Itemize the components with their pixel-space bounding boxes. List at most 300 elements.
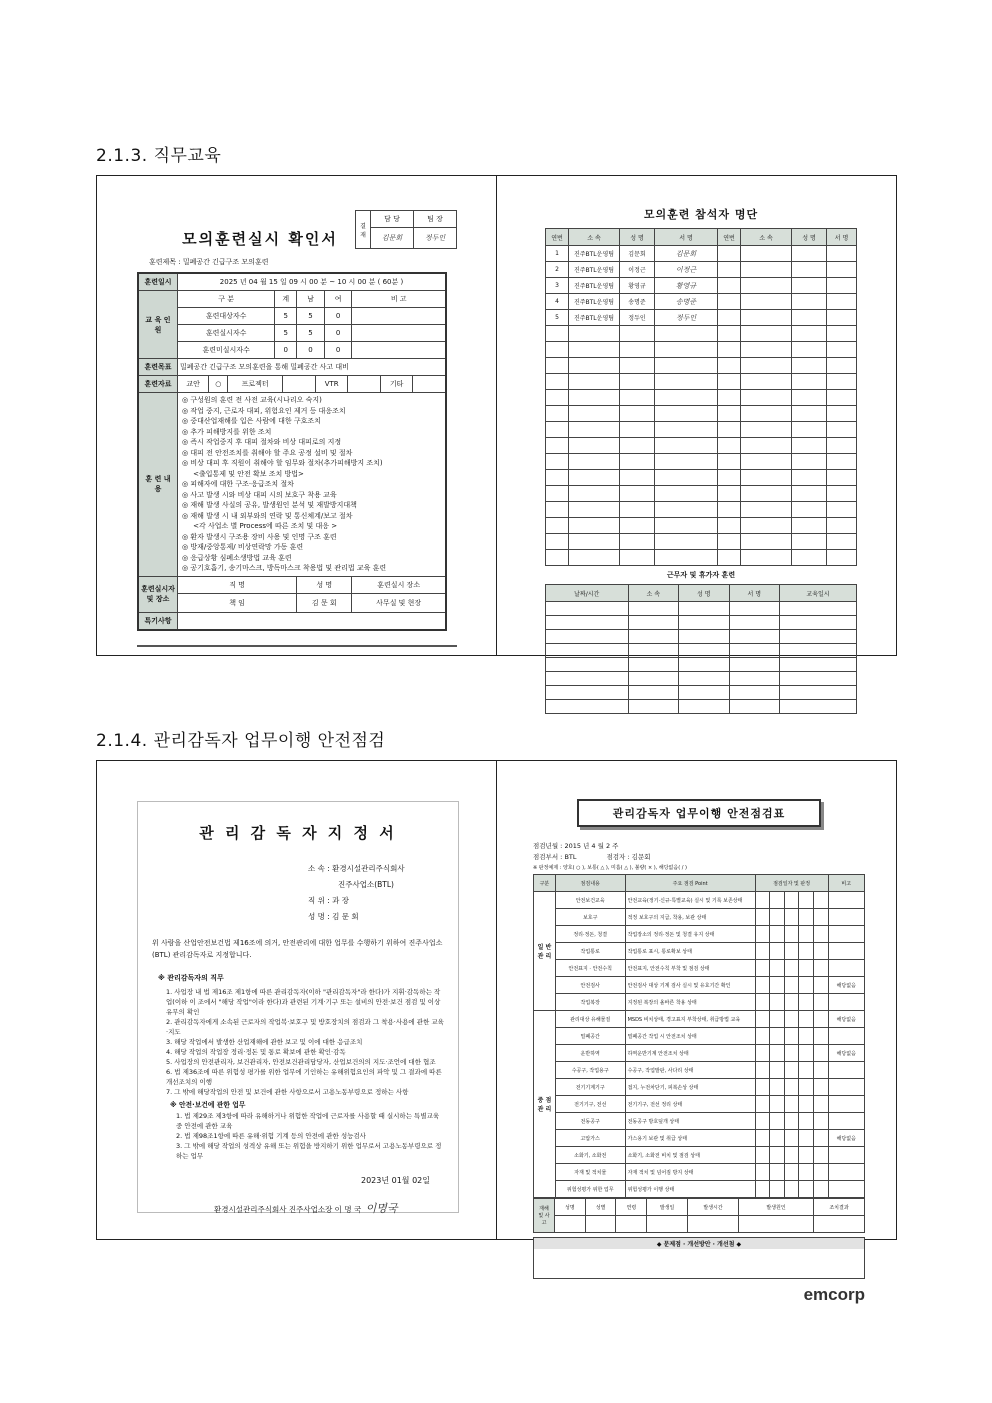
check-header: 점검일자 및 판정	[755, 875, 828, 892]
people-cell: 5	[297, 325, 325, 342]
attendance-row	[546, 550, 857, 566]
people-cell	[352, 308, 446, 325]
check-mark-cell	[799, 960, 814, 977]
substitute-cell	[546, 644, 629, 658]
check-remark	[828, 909, 865, 926]
check-item-name: 수공구, 작업용구	[555, 1062, 625, 1079]
content-item: ◎ 피해자에 대한 구조·응급조치 절차	[182, 480, 294, 488]
check-mark-cell	[813, 926, 828, 943]
substitute-cell	[628, 658, 679, 672]
sub-header: 교육일시	[780, 585, 857, 602]
drill-subject	[149, 257, 467, 267]
attendance-cell	[827, 310, 857, 326]
attendance-cell	[792, 358, 827, 374]
substitute-cell	[679, 644, 730, 658]
check-mark-cell	[755, 1181, 770, 1198]
attendance-cell	[546, 358, 569, 374]
attendance-cell	[827, 358, 857, 374]
duty-item: 6. 법 제36조에 따른 위험성 평가를 위한 업무에 기인하는 유해위험요인의 파악 및 그 결과에 따른 개선조치의 이행	[166, 1068, 442, 1086]
duty-item: 2. 관리감독자에게 소속된 근로자의 작업복·보호구 및 방호장치의 점검과 그 착용·사용에 관한 교육·지도	[166, 1018, 444, 1036]
check-remark	[828, 892, 865, 909]
attendance-cell	[655, 326, 718, 342]
attendance-cell	[718, 438, 741, 454]
material-cell: VTR	[316, 376, 348, 392]
substitute-table	[545, 584, 857, 714]
attendance-cell	[792, 438, 827, 454]
attendance-cell: 송명준	[620, 294, 655, 310]
attendance-cell	[718, 326, 741, 342]
check-row	[534, 1164, 865, 1181]
check-remark	[828, 943, 865, 960]
check-checker: 점검자 : 김문회	[606, 853, 651, 861]
attendance-cell	[741, 294, 792, 310]
duty-item: 1. 사업장 내 법 제16조 제1항에 따른 관리감독자(이하 "관리감독자"라 한다)가 지휘·감독하는 작업(이하 이 조에서 "해당 작업"이라 한다)과 관련된 기계·기구 또는 설비의 안전·보건 점검 및 이상 유무의 확인	[166, 988, 441, 1016]
content-item: <각 사업소 별 Process에 따른 조치 및 대응 >	[182, 522, 338, 530]
attendance-row	[546, 534, 857, 550]
approval-side-label: 결 재	[356, 211, 371, 249]
attendance-cell	[827, 534, 857, 550]
attendance-cell	[620, 374, 655, 390]
check-row	[534, 977, 865, 994]
attendance-cell	[569, 406, 620, 422]
attendance-sheet	[497, 176, 896, 655]
attendance-cell	[569, 534, 620, 550]
content-item: ◎ 공기호흡기, 송기마스크, 방독마스크 착용법 및 관리법 교육 훈련	[182, 564, 387, 572]
attendance-cell	[655, 502, 718, 518]
attendance-cell: 이정근	[655, 262, 718, 278]
appointment-signer-line	[214, 1200, 458, 1216]
check-remark	[828, 1096, 865, 1113]
check-item-point: 수공구, 작업발판, 사다리 상태	[625, 1062, 755, 1079]
people-cell: 훈련실시자수	[178, 325, 275, 342]
check-mark-cell	[755, 1011, 770, 1028]
people-header: 남	[297, 291, 325, 308]
check-header: 구분	[534, 875, 556, 892]
attendance-cell	[741, 358, 792, 374]
attendance-cell	[827, 502, 857, 518]
check-row	[534, 1079, 865, 1096]
substitute-cell	[729, 686, 780, 700]
attendance-row	[546, 342, 857, 358]
substitute-cell	[780, 672, 857, 686]
check-mark-cell	[799, 892, 814, 909]
attendance-cell	[546, 470, 569, 486]
content-item: ◎ 응급상황 심폐소생방법 교육 훈련	[182, 553, 292, 562]
people-cell: 훈련미실시자수	[178, 342, 275, 359]
check-row	[534, 1096, 865, 1113]
check-mark-cell	[784, 994, 799, 1011]
substitute-cell	[729, 672, 780, 686]
approval-signature-1: 김문회	[371, 228, 414, 249]
substitute-cell	[729, 616, 780, 630]
attendance-cell	[569, 486, 620, 502]
attendance-row	[546, 358, 857, 374]
check-item-point: 작업장소의 정리·정돈 및 청결 유지 상태	[625, 926, 755, 943]
check-mark-cell	[770, 892, 785, 909]
attendance-row	[546, 246, 857, 262]
attendance-cell	[792, 534, 827, 550]
attendance-cell	[741, 262, 792, 278]
attendance-cell	[569, 470, 620, 486]
footer-rule	[137, 645, 457, 647]
checklist-title: 관리감독자 업무이행 안전점검표	[577, 799, 821, 827]
check-item-point: 접지, 누전차단기, 피복손상 상태	[625, 1079, 755, 1096]
check-mark-cell	[755, 1096, 770, 1113]
check-item-name: 자재 및 적치물	[555, 1164, 625, 1181]
attendance-cell	[718, 470, 741, 486]
attendance-cell	[546, 534, 569, 550]
inspection-document-frame	[96, 760, 897, 1304]
attendance-cell	[655, 518, 718, 534]
attendance-cell	[741, 374, 792, 390]
check-mark-cell	[799, 977, 814, 994]
check-mark-cell	[784, 909, 799, 926]
check-remark: 해당없음	[828, 977, 865, 994]
place-cell: 책 임	[178, 593, 297, 612]
people-cell: 훈련대상자수	[178, 308, 275, 325]
substitute-cell	[780, 686, 857, 700]
appointee-org: 소 속 : 환경시설관리주식회사	[308, 864, 405, 873]
check-date: 점검년월 : 2015 년 4 월 2 주	[533, 842, 619, 850]
substitute-cell	[780, 658, 857, 672]
content-item: ◎ 작업 중지, 근로자 대피, 위험요인 제거 등 대응조치	[182, 406, 346, 415]
substitute-cell	[780, 602, 857, 616]
approval-signature-2: 정두인	[414, 228, 457, 249]
substitute-row	[546, 686, 857, 700]
attendance-cell	[827, 550, 857, 566]
people-header: 구 분	[178, 291, 275, 308]
check-mark-cell	[813, 892, 828, 909]
attendance-row	[546, 422, 857, 438]
attendance-cell	[546, 550, 569, 566]
attendance-cell	[569, 438, 620, 454]
check-remark: 해당없음	[828, 1045, 865, 1062]
people-cell: 0	[324, 325, 352, 342]
check-remark	[828, 960, 865, 977]
attendance-cell	[741, 390, 792, 406]
attendance-cell: 5	[546, 310, 569, 326]
attendance-cell	[655, 374, 718, 390]
check-mark-cell	[799, 1130, 814, 1147]
attendance-title: 모의훈련 참석자 명단	[643, 208, 759, 221]
check-remark: 해당없음	[828, 1130, 865, 1147]
check-mark-cell	[813, 1164, 828, 1181]
check-item-name: 전동공구	[555, 1113, 625, 1130]
place-header: 성 명	[297, 576, 352, 593]
material-label: 훈련자료	[138, 376, 178, 393]
accident-header: 발생일	[647, 1199, 688, 1216]
people-cell: 0	[275, 342, 297, 359]
attendance-cell	[718, 422, 741, 438]
attendance-row	[546, 518, 857, 534]
people-header: 여	[324, 291, 352, 308]
attendance-cell: 정두인	[655, 310, 718, 326]
check-item-name: 정리·정돈, 청결	[555, 926, 625, 943]
substitute-cell	[546, 700, 629, 714]
substitute-cell	[628, 602, 679, 616]
check-row	[534, 1028, 865, 1045]
attendance-cell	[827, 326, 857, 342]
check-item-point: 전동공구 방호덮개 상태	[625, 1113, 755, 1130]
people-cell: 0	[324, 342, 352, 359]
check-item-name: 고압가스	[555, 1130, 625, 1147]
substitute-cell	[679, 700, 730, 714]
attendance-cell	[741, 518, 792, 534]
check-row	[534, 1062, 865, 1079]
attendance-row	[546, 278, 857, 294]
attendance-cell	[655, 422, 718, 438]
sub-header: 날짜/시간	[546, 585, 629, 602]
safety-duty-item: 1. 법 제29조 제3항에 따라 유해하거나 위험한 작업에 근로자를 사용할 때 실시하는 특별교육 중 안전에 관한 교육	[176, 1112, 440, 1130]
check-mark-cell	[770, 926, 785, 943]
check-mark-cell	[770, 1028, 785, 1045]
check-mark-cell	[784, 1062, 799, 1079]
check-mark-cell	[813, 1181, 828, 1198]
attendance-cell	[620, 486, 655, 502]
attendance-cell	[718, 278, 741, 294]
attendance-cell	[718, 310, 741, 326]
check-row	[534, 1181, 865, 1198]
check-remark	[828, 1181, 865, 1198]
sub-title: 근무자 및 휴가자 훈련	[666, 571, 736, 579]
attendance-cell	[546, 406, 569, 422]
attendance-cell	[792, 406, 827, 422]
content-item: ◎ 중대산업재해를 입은 사람에 대한 구호조치	[182, 417, 321, 425]
attendance-cell	[620, 422, 655, 438]
substitute-cell	[729, 658, 780, 672]
attendance-header: 성 명	[792, 229, 827, 246]
safety-duties-heading: ※ 안전·보건에 관한 업무	[170, 1101, 246, 1109]
attendance-cell	[792, 422, 827, 438]
check-item-point: 전기기구, 전선 정리 상태	[625, 1096, 755, 1113]
check-mark-cell	[799, 1096, 814, 1113]
substitute-cell	[628, 686, 679, 700]
check-mark-cell	[799, 1079, 814, 1096]
substitute-row	[546, 616, 857, 630]
check-mark-cell	[784, 926, 799, 943]
substitute-cell	[679, 672, 730, 686]
substitute-cell	[679, 616, 730, 630]
attendance-cell: 진주BTL운영팀	[569, 278, 620, 294]
content-item: ◎ 방재/중앙통제/ 비상연락망 가동 훈련	[182, 543, 304, 551]
check-item-name: 위험성평가 위한 업무	[555, 1181, 625, 1198]
attendance-cell	[569, 358, 620, 374]
attendance-header: 소 속	[569, 229, 620, 246]
check-mark-cell	[770, 1079, 785, 1096]
attendance-cell	[718, 374, 741, 390]
people-header: 계	[275, 291, 297, 308]
check-remark	[828, 1062, 865, 1079]
issues-title: ◆ 문제점 · 개선방안 · 개선첨 ◆	[534, 1238, 864, 1249]
attendance-row	[546, 374, 857, 390]
attendance-cell	[655, 438, 718, 454]
substitute-cell	[628, 630, 679, 644]
check-mark-cell	[770, 1164, 785, 1181]
content-list	[178, 393, 447, 577]
attendance-cell	[718, 406, 741, 422]
place-header: 훈련실시 장소	[352, 576, 446, 593]
special-value	[178, 612, 447, 630]
attendance-cell	[792, 278, 827, 294]
people-cell: 5	[275, 325, 297, 342]
section-heading-training: 2.1.3. 직무교육	[96, 146, 222, 166]
check-mark-cell	[813, 943, 828, 960]
duty-item: 7. 그 밖에 해당작업의 안전 및 보건에 관한 사항으로서 고용노동부령으로 정하는 사항	[166, 1088, 409, 1096]
check-mark-cell	[784, 1113, 799, 1130]
check-legend: ※ 판정예제 : 양호( ○ ), 보통( △ ), 미흡( △ ), 불량( × ), 해당없음( / )	[533, 865, 687, 871]
substitute-cell	[628, 616, 679, 630]
check-item-point: 자재 적치 및 넘어짐 방지 상태	[625, 1164, 755, 1181]
check-item-point: 작업통로 표시, 통로확보 상태	[625, 943, 755, 960]
inspection-checklist	[497, 761, 896, 1304]
check-item-name: 작업복장	[555, 994, 625, 1011]
attendance-cell	[741, 438, 792, 454]
attendance-cell	[827, 342, 857, 358]
people-label: 교 육 인 원	[138, 291, 178, 359]
check-row	[534, 909, 865, 926]
substitute-cell	[679, 630, 730, 644]
check-item-point: 소화기, 소화전 비치 및 점검 상태	[625, 1147, 755, 1164]
check-mark-cell	[770, 1062, 785, 1079]
attendance-cell	[546, 342, 569, 358]
attendance-header: 서 명	[655, 229, 718, 246]
check-mark-cell	[755, 909, 770, 926]
check-mark-cell	[755, 994, 770, 1011]
check-mark-cell	[784, 1147, 799, 1164]
safety-duty-item: 2. 법 제98조1항에 따른 유해·위험 기계 등의 안전에 관한 성능검사	[176, 1132, 366, 1140]
approval-role-2: 팀 장	[414, 211, 457, 228]
content-label: 훈 련 내 용	[138, 393, 178, 577]
attendance-cell	[546, 486, 569, 502]
attendance-cell	[741, 278, 792, 294]
appointment-signature: 이명국	[365, 1202, 398, 1215]
material-cell: 교안	[178, 376, 209, 392]
attendance-cell: 김문회	[620, 246, 655, 262]
place-cell: 사무실 및 현장	[352, 593, 446, 612]
check-mark-cell	[799, 1062, 814, 1079]
check-item-point: 밀폐공간 작업 시 안전조치 상태	[625, 1028, 755, 1045]
attendance-cell	[827, 486, 857, 502]
attendance-cell: 송명준	[655, 294, 718, 310]
substitute-row	[546, 700, 857, 714]
material-cell: 기타	[381, 376, 413, 392]
attendance-header: 소 속	[741, 229, 792, 246]
attendance-cell	[792, 390, 827, 406]
check-row	[534, 994, 865, 1011]
check-mark-cell	[770, 943, 785, 960]
substitute-cell	[780, 616, 857, 630]
attendance-cell	[827, 470, 857, 486]
attendance-cell	[718, 262, 741, 278]
substitute-cell	[546, 672, 629, 686]
attendance-cell	[827, 294, 857, 310]
check-row	[534, 1011, 865, 1028]
check-mark-cell	[755, 1147, 770, 1164]
check-row	[534, 943, 865, 960]
material-cell	[283, 376, 316, 392]
safety-duties-list	[176, 1111, 444, 1161]
appointment-title: 관 리 감 독 자 지 정 서	[199, 824, 397, 842]
substitute-cell	[628, 672, 679, 686]
attendance-cell	[655, 454, 718, 470]
attendance-cell	[569, 390, 620, 406]
substitute-row	[546, 602, 857, 616]
check-mark-cell	[813, 909, 828, 926]
attendance-cell	[741, 550, 792, 566]
place-header: 직 명	[178, 576, 297, 593]
check-mark-cell	[813, 1096, 828, 1113]
attendance-cell: 진주BTL운영팀	[569, 246, 620, 262]
attendance-row	[546, 326, 857, 342]
check-remark	[828, 1147, 865, 1164]
people-cell: 0	[324, 308, 352, 325]
content-item: ◎ 재해 발생 사실의 공유, 발생원인 분석 및 재발방지대책	[182, 501, 357, 509]
attendance-cell	[569, 326, 620, 342]
check-mark-cell	[784, 1045, 799, 1062]
check-remark	[828, 1079, 865, 1096]
check-mark-cell	[770, 1130, 785, 1147]
attendance-row	[546, 502, 857, 518]
check-mark-cell	[770, 1096, 785, 1113]
check-mark-cell	[784, 977, 799, 994]
substitute-row	[546, 644, 857, 658]
check-item-point: 안전표지, 안전수칙 부착 및 점검 상태	[625, 960, 755, 977]
special-label: 특기사항	[138, 612, 178, 630]
attendance-cell: 황영규	[655, 278, 718, 294]
people-cell	[352, 325, 446, 342]
attendance-cell	[792, 454, 827, 470]
check-mark-cell	[770, 977, 785, 994]
attendance-cell	[546, 374, 569, 390]
check-mark-cell	[799, 1113, 814, 1130]
substitute-cell	[729, 630, 780, 644]
attendance-cell	[827, 438, 857, 454]
attendance-cell	[792, 470, 827, 486]
subject-label: 훈련제목 :	[149, 258, 181, 266]
check-item-point: 위험성평가 이행 상태	[625, 1181, 755, 1198]
attendance-cell	[792, 310, 827, 326]
attendance-cell	[620, 518, 655, 534]
check-mark-cell	[755, 943, 770, 960]
substitute-cell	[729, 602, 780, 616]
check-header: 점검내용	[555, 875, 625, 892]
goal-label: 훈련목표	[138, 359, 178, 376]
attendance-cell	[718, 502, 741, 518]
attendance-cell	[620, 550, 655, 566]
attendance-cell: 이정근	[620, 262, 655, 278]
attendance-cell	[546, 326, 569, 342]
attendance-cell: 김문회	[655, 246, 718, 262]
attendance-header: 연번	[546, 229, 569, 246]
substitute-cell	[546, 686, 629, 700]
check-row	[534, 1045, 865, 1062]
drill-table	[137, 272, 447, 631]
attendance-cell	[569, 550, 620, 566]
content-item: ◎ 구성원의 훈련 전 사전 교육(시나리오 숙지)	[182, 396, 322, 404]
attendance-cell	[620, 326, 655, 342]
substitute-cell	[546, 616, 629, 630]
check-mark-cell	[799, 994, 814, 1011]
attendance-cell	[792, 518, 827, 534]
check-mark-cell	[770, 909, 785, 926]
attendance-cell	[569, 454, 620, 470]
sub-header: 성 명	[679, 585, 730, 602]
attendance-cell	[655, 406, 718, 422]
sub-header: 소 속	[628, 585, 679, 602]
substitute-cell	[780, 644, 857, 658]
approval-role-1: 담 당	[371, 211, 414, 228]
attendance-cell	[827, 246, 857, 262]
